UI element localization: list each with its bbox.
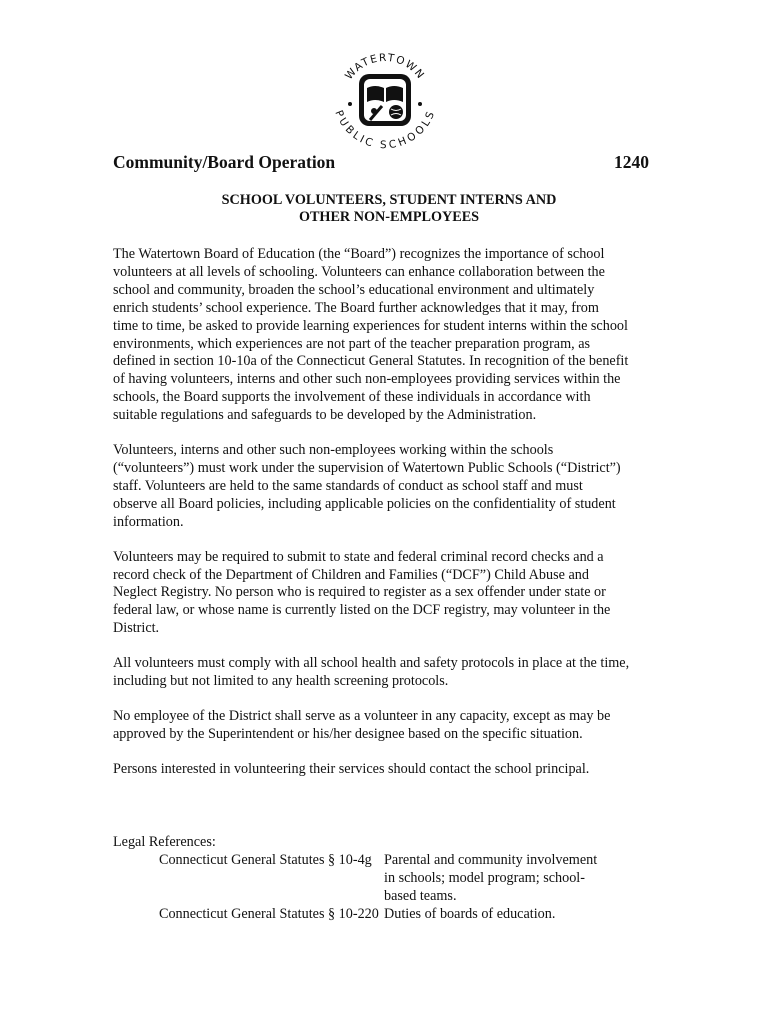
paragraph-record-checks	[113, 549, 673, 639]
text-line: enrich students’ school experience. The Board further acknowledges that it may, from	[113, 299, 599, 316]
logo-text-top: WATERTOWN	[342, 51, 428, 83]
text-line: including but not limited to any health screening protocols.	[113, 673, 449, 690]
paragraph-employees	[113, 708, 673, 744]
text-line: approved by the Superintendent or his/her designee based on the specific situation.	[113, 725, 583, 742]
text-line: suitable regulations and safeguards to be developed by the Administration.	[113, 407, 537, 424]
paragraph-contact	[113, 761, 673, 779]
district-logo	[330, 46, 440, 156]
text-line: Volunteers may be required to submit to state and federal criminal record checks and a	[113, 548, 604, 565]
text-line: observe all Board policies, including applicable policies on the confidentiality of student	[113, 495, 616, 512]
legal-references	[113, 833, 673, 923]
title-line-1: SCHOOL VOLUNTEERS, STUDENT INTERNS AND	[221, 192, 557, 208]
text-line: No employee of the District shall serve as a volunteer in any capacity, except as may be	[113, 707, 611, 724]
section-title: Community/Board Operation	[113, 152, 336, 172]
text-line: in schools; model program; school-	[384, 870, 585, 886]
text-line: staff. Volunteers are held to the same standards of conduct as school staff and must	[113, 477, 583, 494]
title-line-2: OTHER NON-EMPLOYEES	[298, 209, 480, 225]
text-line: school and community, broaden the school’s educational environment and ultimately	[113, 281, 595, 298]
legal-heading: Legal References:	[113, 834, 216, 850]
text-line: schools, the Board supports the involvement of these individuals in accordance with	[113, 389, 591, 406]
legal-reference-row	[113, 851, 673, 905]
text-line: record check of the Department of Children and Families (“DCF”) Child Abuse and	[113, 566, 589, 583]
text-line: All volunteers must comply with all school health and safety protocols in place at the time,	[113, 655, 630, 672]
text-line: Duties of boards of education.	[384, 906, 556, 922]
paragraph-supervision	[113, 442, 673, 532]
logo-text-bottom: PUBLIC SCHOOLS	[332, 108, 438, 152]
text-line: environments, which experiences are not part of the teacher preparation program, as	[113, 335, 591, 352]
statute-citation: Connecticut General Statutes § 10-4g	[159, 852, 372, 868]
text-line: Neglect Registry. No person who is required to register as a sex offender under state or	[113, 584, 606, 601]
legal-reference-row	[113, 905, 673, 923]
statute-description	[384, 851, 624, 905]
text-line: federal law, or whose name is currently listed on the DCF registry, may volunteer in the	[113, 602, 611, 619]
statute-description	[384, 905, 624, 923]
text-line: time to time, be asked to provide learning experiences for student interns within the school	[113, 317, 628, 334]
document-title	[113, 192, 665, 226]
text-line: volunteers at all levels of schooling. Volunteers can enhance collaboration between the	[113, 263, 605, 280]
policy-header	[113, 152, 649, 173]
text-line: District.	[113, 620, 160, 637]
paragraph-health-safety	[113, 655, 673, 691]
text-line: Volunteers, interns and other such non-employees working within the schools	[113, 442, 554, 459]
paragraph-intro	[113, 246, 673, 425]
text-line: of having volunteers, interns and other such non-employees providing services within the	[113, 371, 621, 388]
text-line: based teams.	[384, 888, 457, 904]
statute-citation: Connecticut General Statutes § 10-220	[159, 906, 379, 922]
policy-body	[113, 246, 673, 796]
text-line: Parental and community involvement	[384, 852, 598, 868]
text-line: The Watertown Board of Education (the “Board”) recognizes the importance of school	[113, 246, 605, 262]
school-emblem-icon	[330, 46, 440, 156]
text-line: information.	[113, 513, 184, 530]
policy-number: 1240	[614, 152, 649, 172]
text-line: (“volunteers”) must work under the supervision of Watertown Public Schools (“District”)	[113, 459, 621, 476]
text-line: Persons interested in volunteering their services should contact the school principal.	[113, 760, 590, 777]
text-line: defined in section 10-10a of the Connecticut General Statutes. In recognition of the benefit	[113, 353, 629, 370]
